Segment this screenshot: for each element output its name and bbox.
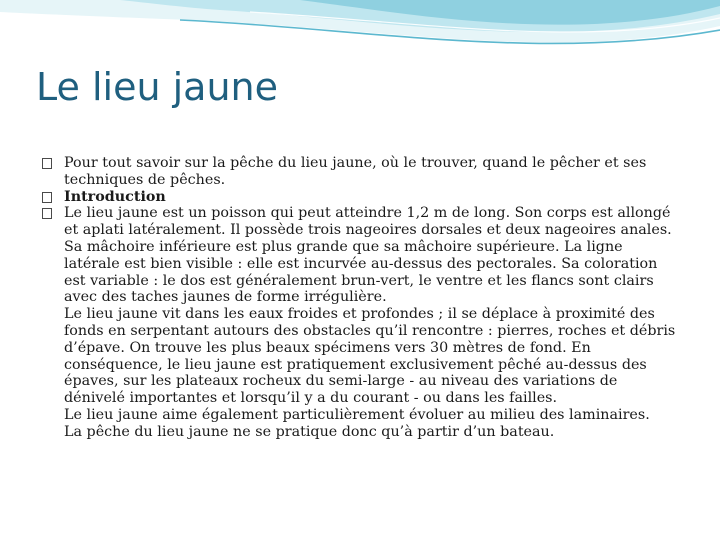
bullet-heading: Introduction bbox=[64, 188, 166, 205]
bullet-item bbox=[42, 205, 682, 440]
square-bullet-icon bbox=[42, 208, 52, 219]
bullet-paragraph: Le lieu jaune est un poisson qui peut atteindre 1,2 m de long. Son corps est allongé et aplati latéralement. Il possède trois nageoires dorsales et deux nageoires anales. Sa mâchoire inférieure est plus grande que sa mâchoire supérieure. La ligne latérale est bien visible : elle est incurvée au-dessus des pectorales. Sa coloration est variable : le dos est généralement brun-vert, le ventre et les flancs sont clairs avec des taches jaunes de forme irrégulière. bbox=[64, 205, 672, 306]
bullet-list bbox=[42, 155, 682, 441]
bullet-item bbox=[42, 189, 682, 206]
square-bullet-icon bbox=[42, 158, 52, 169]
slide-title: Le lieu jaune bbox=[36, 65, 279, 109]
bullet-paragraph: Le lieu jaune aime également particulièrement évoluer au milieu des laminaires. bbox=[64, 406, 650, 423]
bullet-paragraph: Le lieu jaune vit dans les eaux froides et profondes ; il se déplace à proximité des fonds en serpentant autours des obstacles qu’il rencontre : pierres, roches et débris d’épave. On trouve les plus beaux spécimens vers 30 mètres de fond. En conséquence, le lieu jaune est pratiquement exclusivement pêché au-dessus des épaves, sur les plateaux rocheux du semi-large - au niveau des variations de dénivelé importantes et lorsqu’il y a du courant - ou dans les failles. bbox=[64, 306, 676, 407]
bullet-text: Pour tout savoir sur la pêche du lieu jaune, où le trouver, quand le pêcher et ses techniques de pêches. bbox=[64, 155, 647, 188]
bullet-paragraph: La pêche du lieu jaune ne se pratique donc qu’à partir d’un bateau. bbox=[64, 423, 555, 440]
square-bullet-icon bbox=[42, 192, 52, 203]
bullet-item bbox=[42, 155, 682, 189]
